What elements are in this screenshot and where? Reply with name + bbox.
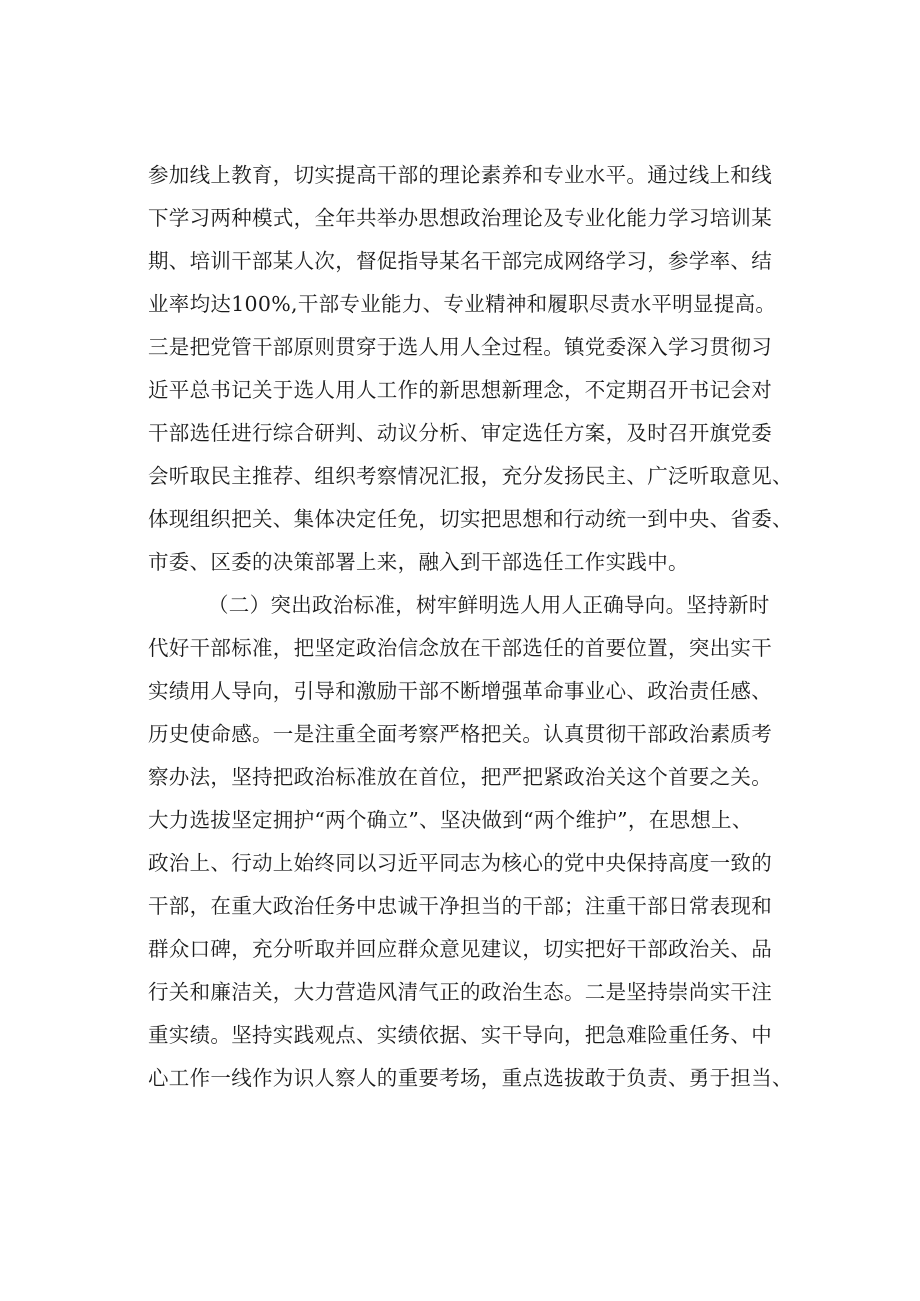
paragraph-line: 干部，在重大政治任务中忠诚干净担当的干部；注重干部日常表现和 [148,894,772,918]
paragraph-line: 参加线上教育，切实提高干部的理论素养和专业水平。通过线上和线 [148,163,772,187]
paragraph-line: 代好干部标准，把坚定政治信念放在干部选任的首要位置，突出实干 [148,636,772,660]
section-heading-line: （二）突出政治标准，树牢鲜明选人用人正确导向。坚持新时 [208,593,770,617]
paragraph-line: 下学习两种模式，全年共举办思想政治理论及专业化能力学习培训某 [148,206,772,230]
paragraph-line: 心工作一线作为识人察人的重要考场，重点选拔敢于负责、勇于担当、 [148,1066,793,1090]
paragraph-line: 行关和廉洁关，大力营造风清气正的政治生态。二是坚持崇尚实干注 [148,980,772,1004]
paragraph-line: 市委、区委的决策部署上来，融入到干部选任工作实践中。 [148,550,689,574]
paragraph-line: 体现组织把关、集体决定任免，切实把思想和行动统一到中央、省委、 [148,507,793,531]
paragraph-line: 历史使命感。一是注重全面考察严格把关。认真贯彻干部政治素质考 [148,722,772,746]
paragraph-line: 干部选任进行综合研判、动议分析、审定选任方案，及时召开旗党委 [148,421,772,445]
paragraph-line: 业率均达100%,干部专业能力、专业精神和履职尽责水平明显提高。 [148,292,777,316]
paragraph-line: 会听取民主推荐、组织考察情况汇报，充分发扬民主、广泛听取意见、 [148,464,793,488]
paragraph-line: 政治上、行动上始终同以习近平同志为核心的党中央保持高度一致的 [148,851,772,875]
paragraph-line: 大力选拔坚定拥护“两个确立”、坚决做到“两个维护”，在思想上、 [148,808,753,832]
paragraph-line: 察办法，坚持把政治标准放在首位，把严把紧政治关这个首要之关。 [148,765,772,789]
paragraph-line: 重实绩。坚持实践观点、实绩依据、实干导向，把急难险重任务、中 [148,1023,772,1047]
paragraph-line: 期、培训干部某人次，督促指导某名干部完成网络学习，参学率、结 [148,249,772,273]
paragraph-line: 群众口碑，充分听取并回应群众意见建议，切实把好干部政治关、品 [148,937,772,961]
paragraph-line: 实绩用人导向，引导和激励干部不断增强革命事业心、政治责任感、 [148,679,772,703]
paragraph-line: 三是把党管干部原则贯穿于选人用人全过程。镇党委深入学习贯彻习 [148,335,772,359]
paragraph-line: 近平总书记关于选人用人工作的新思想新理念，不定期召开书记会对 [148,378,772,402]
